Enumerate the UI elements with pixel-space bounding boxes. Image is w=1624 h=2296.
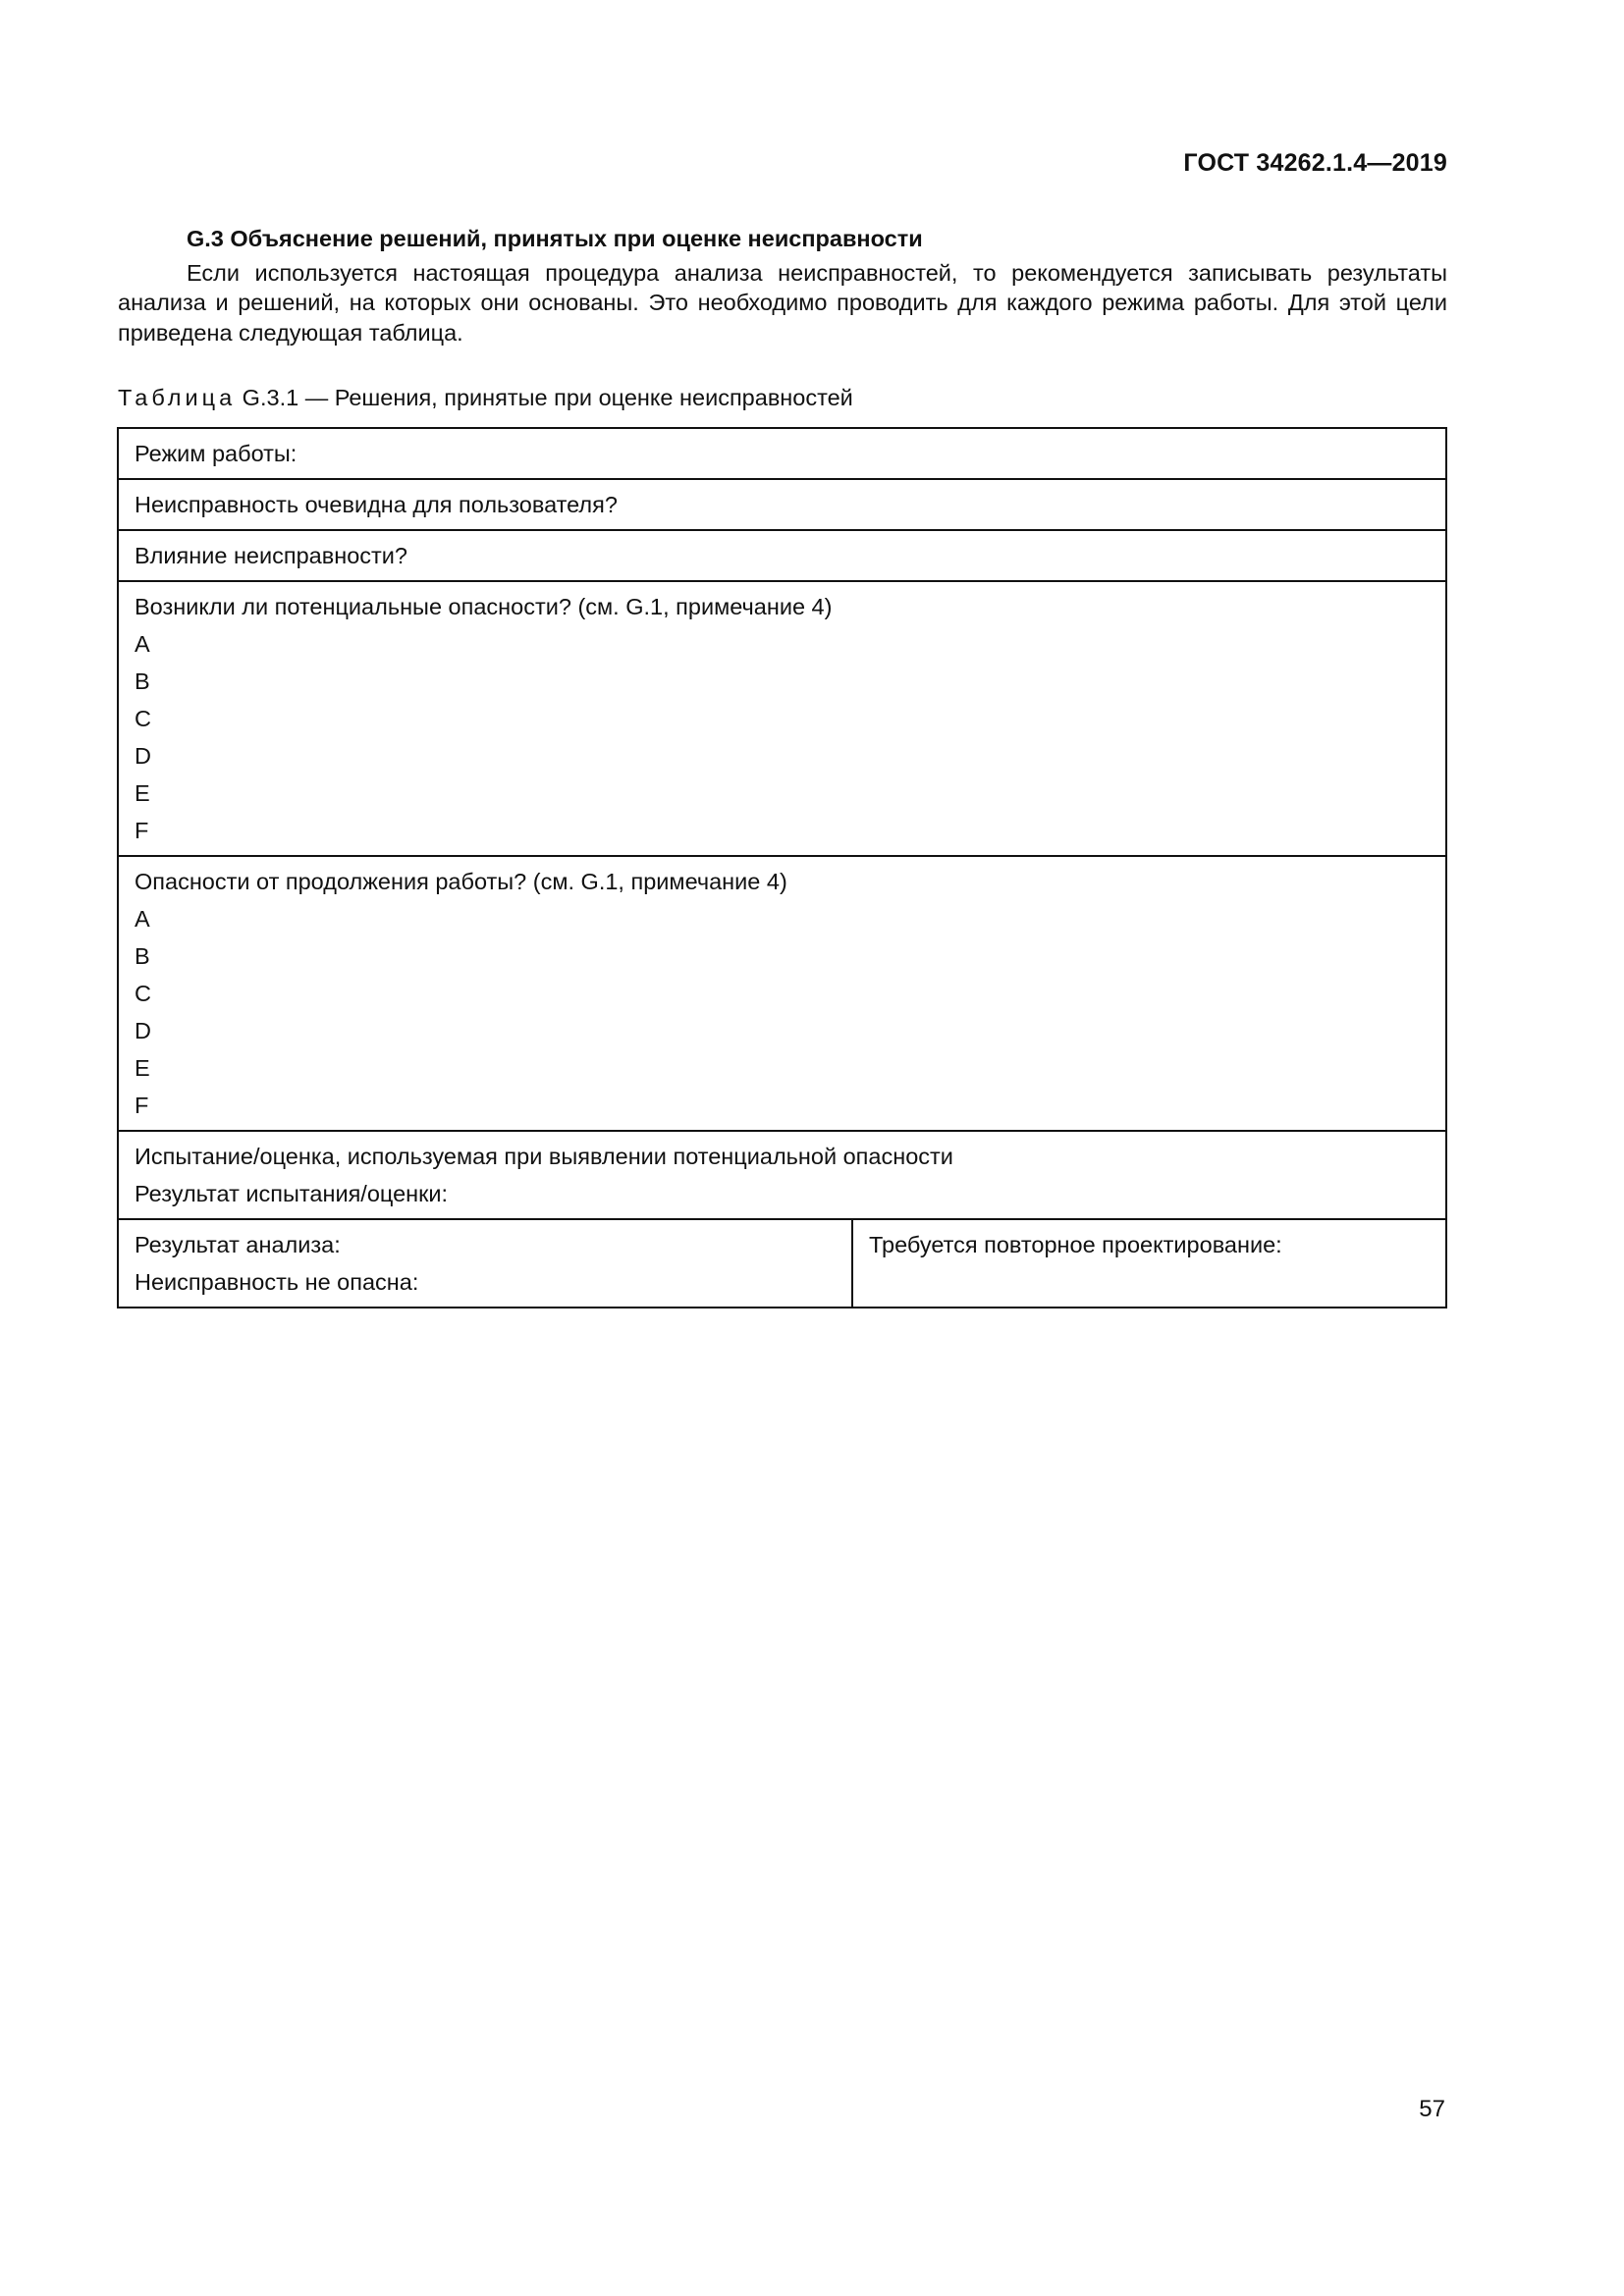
analysis-result-label: Результат анализа: — [135, 1232, 341, 1257]
continued-hazards-cell — [118, 856, 1446, 1131]
table-row — [118, 856, 1446, 1131]
test-evaluation-cell — [118, 1131, 1446, 1219]
potential-hazards-question: Возникли ли потенциальные опасности? (см. G.1, примечание 4) — [135, 594, 833, 619]
table-row — [118, 1131, 1446, 1219]
document-standard-number: ГОСТ 34262.1.4—2019 — [1183, 149, 1447, 177]
redesign-cell: Требуется повторное проектирование: — [852, 1219, 1446, 1308]
hazard-letter: B — [135, 943, 150, 969]
hazard-letter: E — [135, 1055, 150, 1081]
section-g3 — [118, 224, 1447, 347]
table-row — [118, 428, 1446, 479]
fault-impact-cell: Влияние неисправности? — [118, 530, 1446, 581]
table-row — [118, 479, 1446, 530]
hazard-letter: E — [135, 780, 150, 806]
mode-cell: Режим работы: — [118, 428, 1446, 479]
continued-hazards-question: Опасности от продолжения работы? (см. G.1, примечание 4) — [135, 869, 787, 894]
page-number: 57 — [1419, 2096, 1445, 2122]
hazard-letter: D — [135, 1018, 151, 1043]
hazard-letter: D — [135, 743, 151, 769]
table-caption-prefix: Таблица — [118, 385, 237, 410]
hazard-letter: A — [135, 906, 150, 932]
analysis-result-cell — [118, 1219, 852, 1308]
hazard-letter: F — [135, 1093, 149, 1118]
hazard-letter: F — [135, 818, 149, 843]
section-heading: G.3 Объяснение решений, принятых при оценке неисправности — [187, 226, 923, 251]
table-row — [118, 581, 1446, 856]
decisions-table — [117, 427, 1447, 1308]
hazard-letter: A — [135, 631, 150, 657]
hazard-letter: C — [135, 706, 151, 731]
test-evaluation-label: Испытание/оценка, используемая при выявлении потенциальной опасности — [135, 1144, 953, 1169]
fault-evident-cell: Неисправность очевидна для пользователя? — [118, 479, 1446, 530]
table-row — [118, 530, 1446, 581]
potential-hazards-cell — [118, 581, 1446, 856]
table-caption — [118, 385, 853, 411]
fault-not-dangerous-label: Неисправность не опасна: — [135, 1269, 419, 1295]
table-caption-text: G.3.1 — Решения, принятые при оценке неисправностей — [236, 385, 853, 410]
table-row — [118, 1219, 1446, 1308]
section-body: Если используется настоящая процедура анализа неисправностей, то рекомендуется записывать результаты анализа и решений, на которых они основаны. Это необходимо проводить для каждого режима работы. Для этой цели приведена следующая таблица. — [118, 259, 1447, 346]
hazard-letter: C — [135, 981, 151, 1006]
hazard-letter: B — [135, 668, 150, 694]
test-result-label: Результат испытания/оценки: — [135, 1181, 449, 1206]
